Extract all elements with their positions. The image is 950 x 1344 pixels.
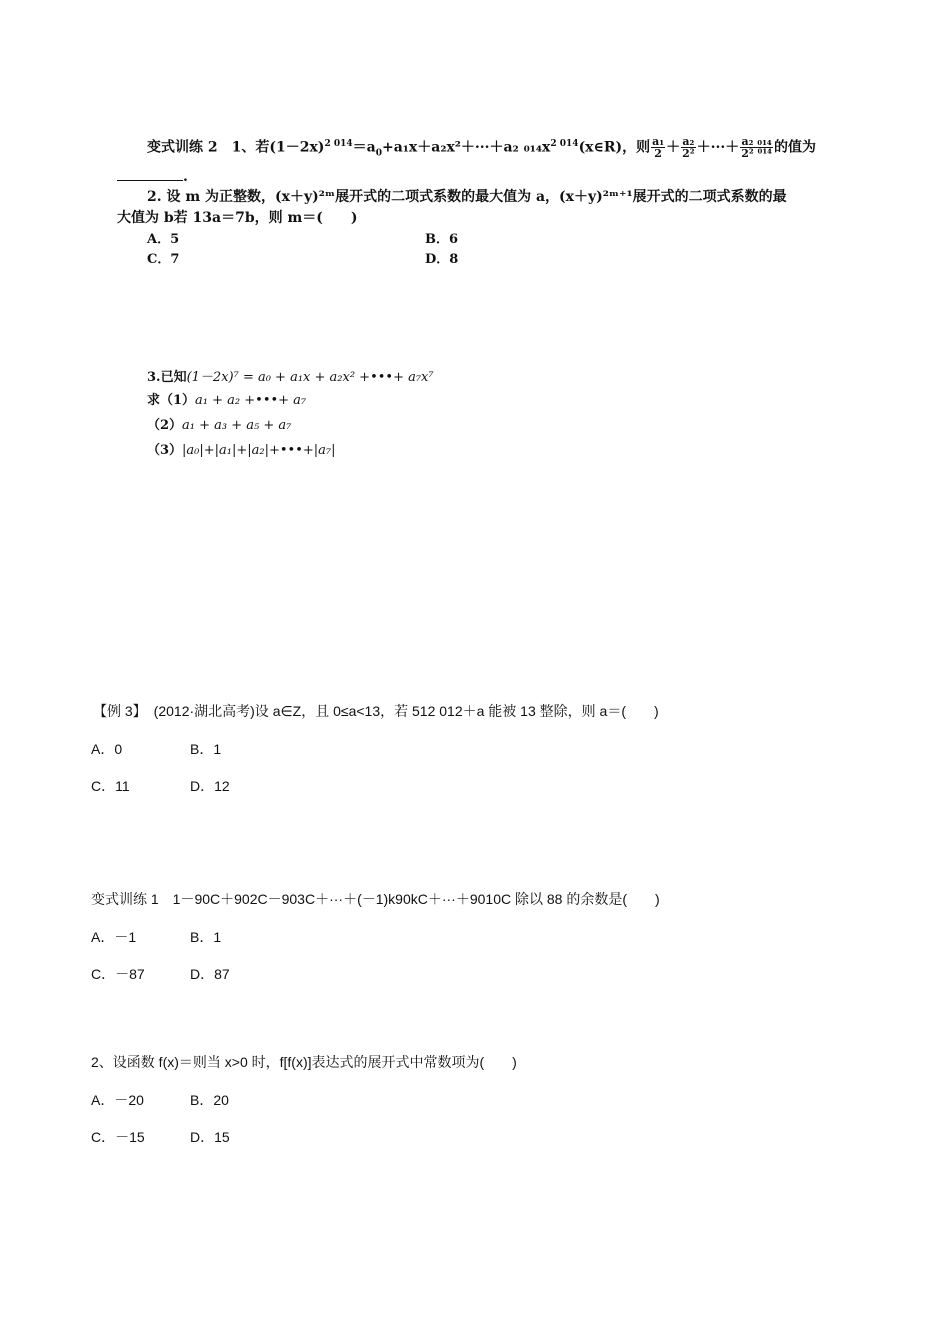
variant-1-option-d: D．87 — [190, 966, 230, 982]
option-c: C．7 — [147, 252, 180, 267]
q1-exponent-2: 2 014 — [550, 138, 579, 149]
fraction-1 — [651, 136, 665, 159]
fraction-3-den: 2² ⁰¹⁴ — [741, 147, 772, 160]
q1-prefix: 变式训练 2 1、若(1－2x) — [147, 139, 325, 156]
variant-1-option-c: C．－87 — [91, 966, 145, 982]
q3-part-2-expr: a₁ + a₃ + a₅ + a₇ — [182, 418, 292, 433]
option-b: B．6 — [425, 232, 459, 247]
option-a: A．5 — [147, 232, 180, 247]
question-2-line-2: 大值为 b若 13a＝7b，则 m＝( ) — [117, 210, 358, 226]
variant-2-question: 2、设函数 f(x)＝则当 x>0 时，f[f(x)]表达式的展开式中常数项为( ) — [91, 1054, 517, 1070]
variant-2-option-d: D．15 — [190, 1129, 230, 1145]
question-3-part-1 — [147, 389, 306, 408]
answer-blank — [117, 168, 183, 181]
example-3-option-b: B．1 — [190, 741, 222, 757]
example-3-option-d: D．12 — [190, 778, 230, 794]
q1-condition: (x∈R)，则 — [578, 139, 651, 156]
fraction-1-num: a₁ — [652, 135, 665, 148]
plus-sign: ＋ — [666, 139, 681, 156]
example-3-option-a: A．0 — [91, 741, 123, 757]
q3-label-2: （2） — [147, 418, 183, 433]
variant-2-option-b: B．20 — [190, 1092, 229, 1108]
fraction-1-den: 2 — [654, 147, 662, 160]
variant-1-question: 变式训练 1 1－90C＋902C－903C＋···＋(－1)k90kC＋···＋9010C 除以 88 的余数是( ) — [91, 891, 660, 907]
q3-part-1-expr: a₁ + a₂ +•••+ a₇ — [195, 393, 307, 408]
option-d: D．8 — [425, 252, 459, 267]
variant-2-question-1 — [147, 136, 816, 159]
q1-sub0: 0 — [375, 148, 382, 159]
variant-2-option-c: C．－15 — [91, 1129, 145, 1145]
q3-part-3-expr: |a₀|+|a₁|+|a₂|+•••+|a₇| — [182, 443, 336, 458]
question-3-part-3 — [147, 439, 336, 458]
blank-period: . — [183, 169, 188, 185]
fraction-2-num: a₂ — [682, 135, 695, 148]
variant-1-option-a: A．－1 — [91, 929, 137, 945]
q1-terms: +a₁x＋a₂x²＋···＋a₂ ₀₁₄x — [381, 139, 551, 156]
q1-exponent: 2 014 — [324, 138, 353, 149]
example-3-option-c: C．11 — [91, 778, 130, 794]
question-2-line-1: 2. 设 m 为正整数，(x＋y)²ᵐ展开式的二项式系数的最大值为 a，(x＋y)²ᵐ⁺¹展开式的二项式系数的最 — [147, 189, 787, 205]
fraction-2 — [681, 136, 695, 159]
question-3-title — [147, 366, 434, 385]
fraction-3-num: a₂ ₀₁₄ — [741, 135, 772, 148]
ellipsis-plus: ＋···＋ — [696, 139, 740, 156]
q1-eq: ＝a — [352, 139, 376, 156]
q3-expression: (1－2x)⁷ = a₀ + a₁x + a₂x² +•••+ a₇x⁷ — [186, 370, 434, 385]
q3-ask: 求（1） — [147, 393, 196, 408]
fraction-3 — [740, 136, 773, 159]
question-3-part-2 — [147, 414, 291, 433]
variant-2-option-a: A．－20 — [91, 1092, 144, 1108]
example-3-question: 【例 3】 (2012·湖北高考)设 a∈Z，且 0≤a<13，若 512 012＋a 能被 13 整除，则 a＝( ) — [93, 703, 659, 719]
fraction-2-den: 2² — [682, 147, 695, 160]
q3-title: 3.已知 — [147, 370, 187, 385]
q1-suffix: 的值为 — [773, 139, 816, 156]
answer-blank-line — [117, 168, 188, 185]
q3-label-3: （3） — [147, 443, 183, 458]
variant-1-option-b: B．1 — [190, 929, 222, 945]
